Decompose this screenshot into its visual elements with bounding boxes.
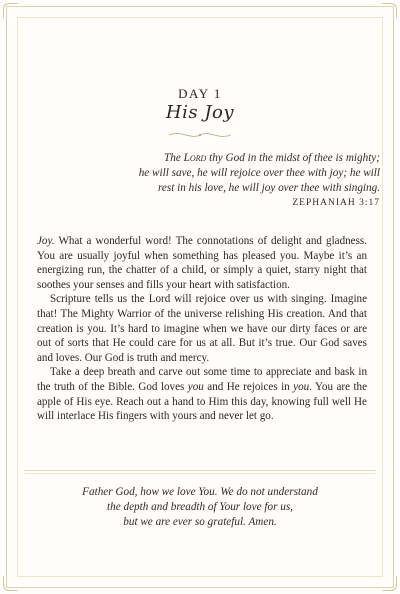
flourish-divider-icon (165, 128, 235, 142)
verse-line-2: he will save, he will rejoice over thee with joy; he will (138, 167, 380, 179)
divider-rule-secondary (24, 473, 376, 474)
day-label: DAY 1 (178, 86, 222, 101)
corner-ornament-bottom-left (3, 576, 18, 591)
body-paragraph-3: Take a deep breath and carve out some time to appreciate and bask in the truth of the Bible. God loves you and He rejoices in you. You are the apple of His eye. Reach out a hand to Him this day, knowing full well He will interlace His fingers with yours and never let go. (37, 366, 368, 423)
corner-ornament-top-left (3, 3, 18, 18)
prayer-line-3: but we are ever so grateful. Amen. (123, 516, 277, 528)
closing-prayer (0, 485, 400, 530)
body-paragraph-1: Joy. What a wonderful word! The connotations of delight and gladness. You are usually joyful when something has pleased you. Maybe it’s an energizing run, the chatter of a child, or simply a quiet, starry night that soothes your senses and fills your heart with satisfaction. (37, 235, 367, 291)
verse-reference: ZEPHANIAH 3:17 (292, 198, 380, 208)
corner-ornament-bottom-right (382, 576, 397, 591)
devotional-body (37, 234, 367, 424)
page-title: His Joy (165, 102, 235, 123)
verse-line-3: rest in his love, he will joy over thee with singing. (157, 182, 380, 194)
verse-line-1: The Lord thy God in the midst of thee is mighty; (164, 152, 380, 164)
corner-ornament-top-right (382, 3, 397, 18)
prayer-line-2: the depth and breadth of Your love for us, (107, 501, 293, 513)
verse-lord: Lord (183, 152, 207, 164)
prayer-line-1: Father God, how we love You. We do not understand (82, 486, 318, 498)
divider-rule (24, 470, 376, 471)
scripture-verse (60, 151, 380, 196)
body-paragraph-2: Scripture tells us the Lord will rejoice over us with singing. Imagine that! The Mighty Warrior of the universe relishing His creation. And that creation is you. It’s hard to imagine when we have our dirty faces or are out of sorts that He could care for us at all. But it’s true. Our God saves and loves. Our God is truth and mercy. (37, 293, 367, 364)
